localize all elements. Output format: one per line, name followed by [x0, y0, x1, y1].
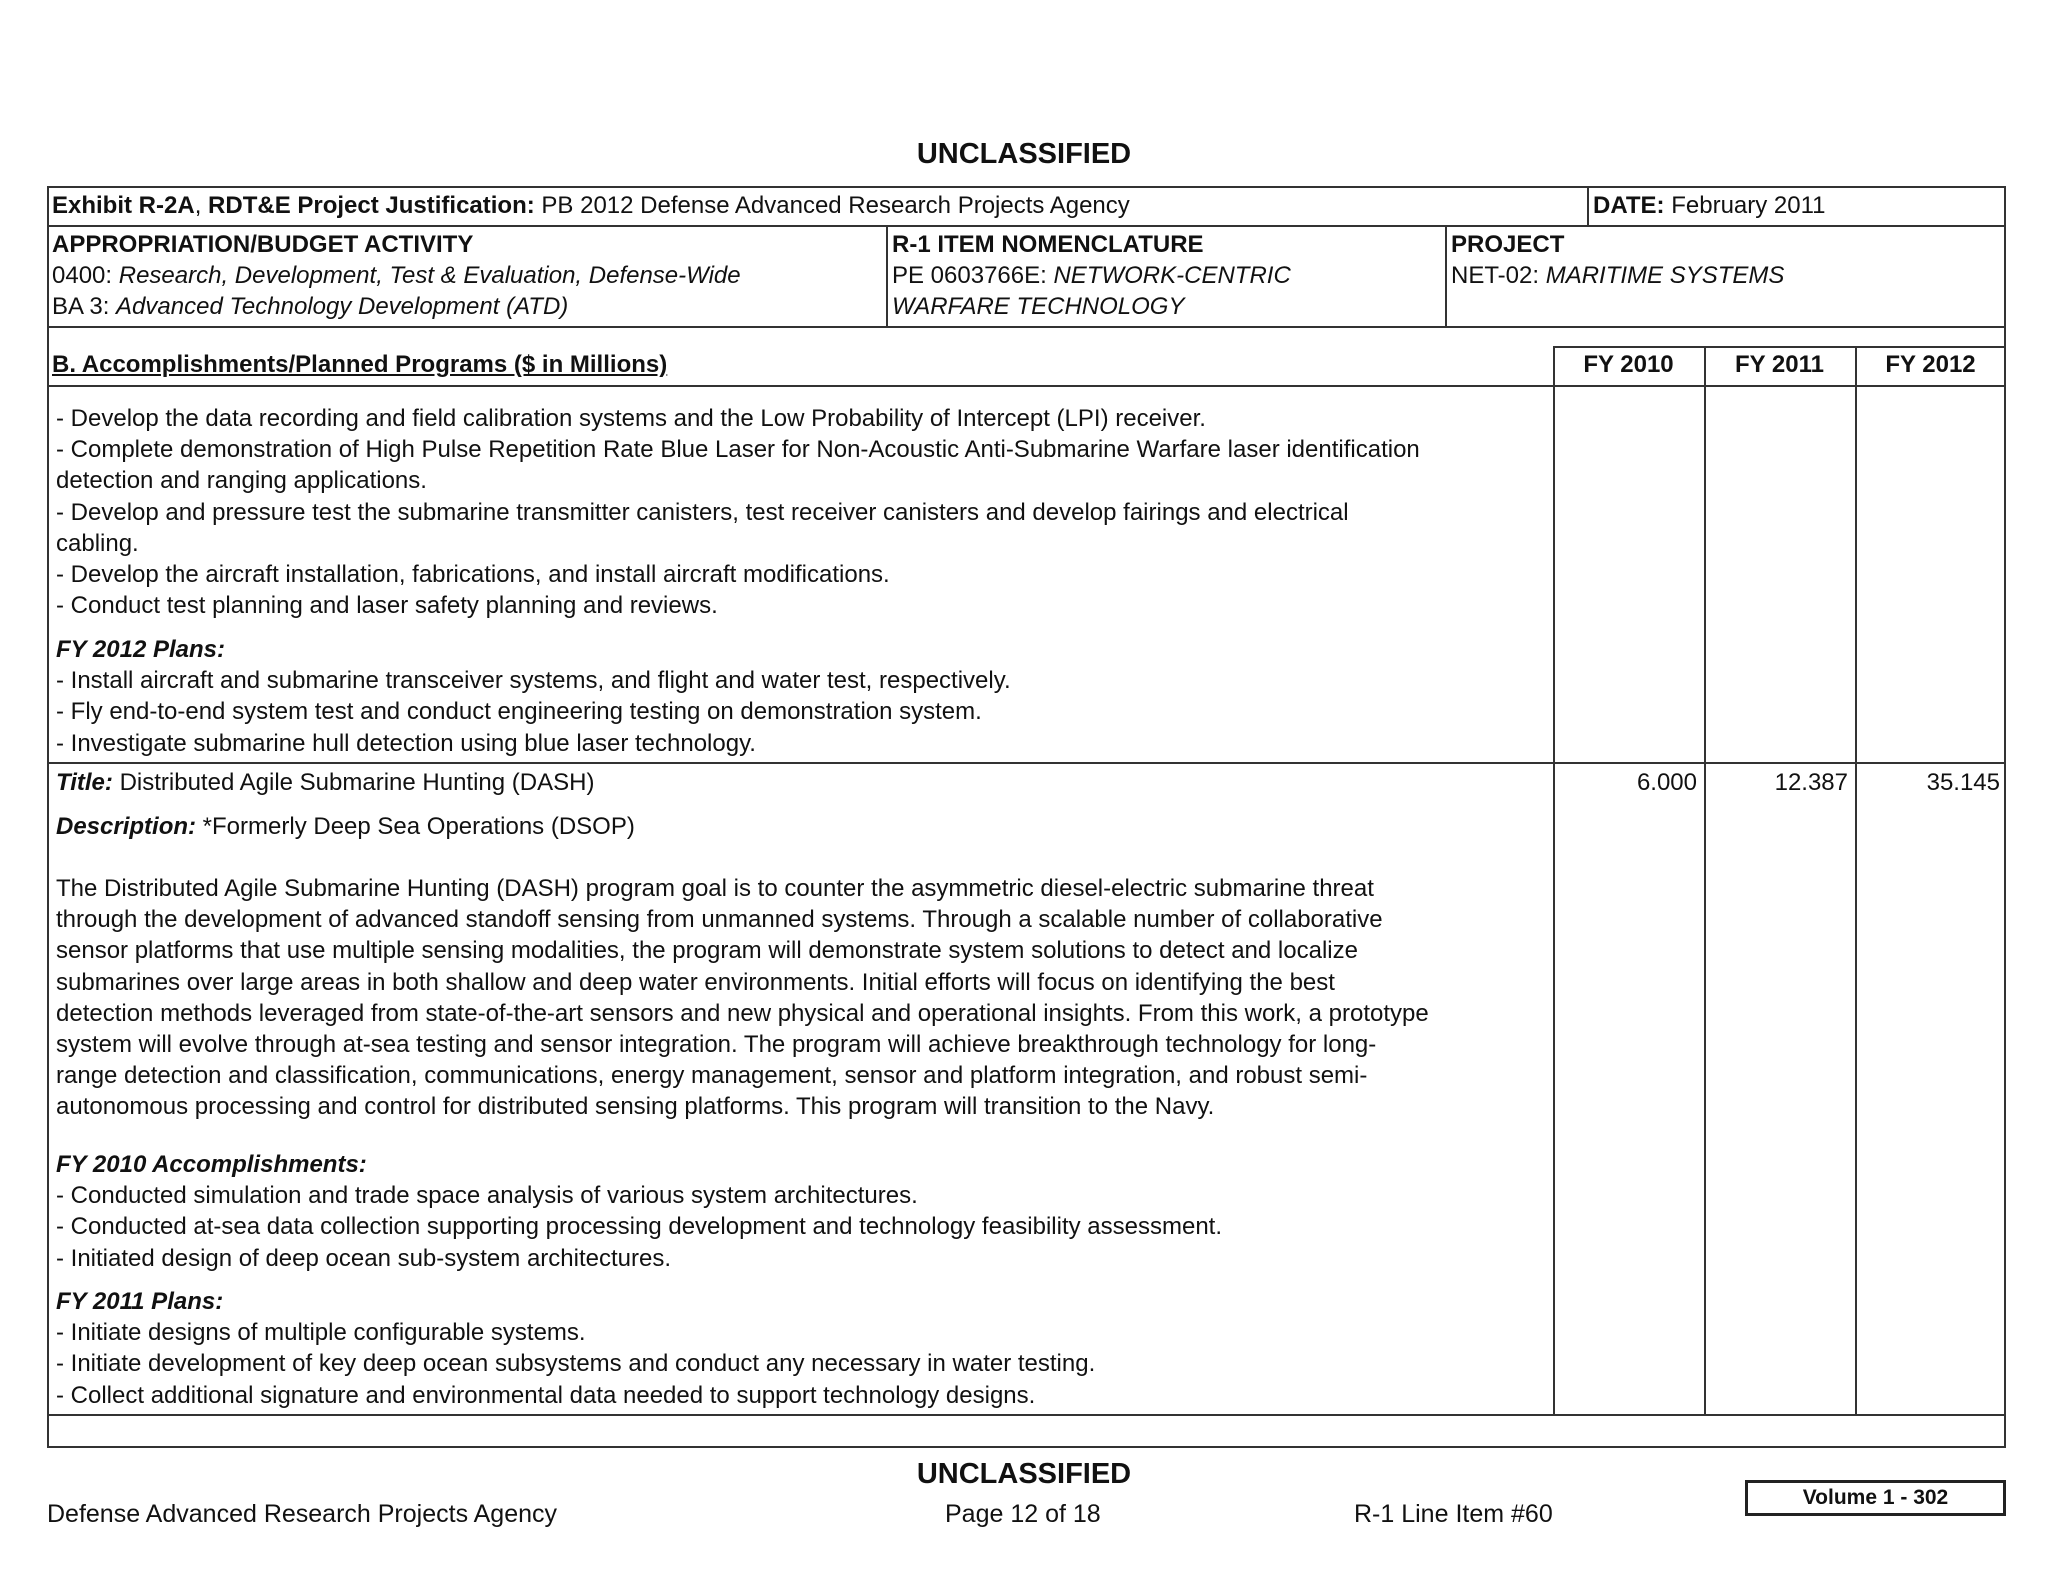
- project-code: NET-02:: [1451, 262, 1546, 289]
- bottom-divider: [47, 1414, 2006, 1416]
- justification-label: RDT&E Project Justification:: [208, 192, 535, 219]
- section-title: B. Accomplishments/Planned Programs ($ in Millions): [52, 351, 668, 378]
- accomplishment-line: - Conducted at-sea data collection supporting processing development and technology feasibility assessment.: [56, 1213, 1223, 1241]
- paragraph-line: autonomous processing and control for distributed sensing platforms. This program will transition to the Navy.: [56, 1093, 1215, 1121]
- dash-fy2012-value: 35.145: [1926, 769, 2000, 796]
- fy2010-accomplishments: [56, 1149, 1556, 1274]
- ba-code: BA 3:: [52, 293, 117, 320]
- exhibit-label: Exhibit R-2A: [52, 192, 195, 219]
- volume-box: Volume 1 - 302: [1745, 1480, 2006, 1516]
- paragraph-line: sensor platforms that use multiple sensing modalities, the program will demonstrate system solutions to detect and localize: [56, 937, 1358, 965]
- project-divider: [1445, 225, 1447, 328]
- paragraph-line: The Distributed Agile Submarine Hunting (DASH) program goal is to counter the asymmetric diesel-electric submarine threat: [56, 875, 1374, 902]
- fy2011-plans-heading: FY 2011 Plans:: [56, 1288, 224, 1315]
- plan-line: - Initiate designs of multiple configurable systems.: [56, 1319, 586, 1347]
- accomplishment-line: - Initiated design of deep ocean sub-system architectures.: [56, 1244, 671, 1272]
- project-label: PROJECT: [1451, 231, 1565, 258]
- footer-page-number: Page 12 of 18: [945, 1500, 1101, 1528]
- appropriation-name: Research, Development, Test & Evaluation, Defense-Wide: [118, 262, 741, 289]
- r1-block: [892, 229, 1291, 322]
- section-divider: [47, 385, 2006, 387]
- bullet-line: cabling.: [56, 529, 139, 557]
- fy2011-header: FY 2011: [1735, 351, 1824, 378]
- header-divider-2: [47, 326, 2006, 328]
- fy2010-header: FY 2010: [1583, 351, 1674, 378]
- bullet-line: - Develop the aircraft installation, fabrications, and install aircraft modifications.: [56, 561, 890, 589]
- dash-title-label: Title:: [56, 769, 113, 796]
- classification-banner-top: UNCLASSIFIED: [916, 138, 1132, 170]
- r1-divider: [886, 225, 888, 328]
- paragraph-line: range detection and classification, communications, energy management, sensor and platform integration, and robust semi-: [56, 1062, 1368, 1090]
- plan-line: - Install aircraft and submarine transceiver systems, and flight and water test, respectively.: [56, 667, 1011, 695]
- date-value: February 2011: [1664, 192, 1826, 219]
- dash-title: [56, 767, 594, 798]
- plan-line: - Investigate submarine hull detection using blue laser technology.: [56, 729, 756, 757]
- dash-description: [56, 811, 635, 842]
- fy2012-header: FY 2012: [1885, 351, 1976, 378]
- footer-line-item: R-1 Line Item #60: [1354, 1500, 1553, 1528]
- exhibit-title: [52, 190, 1130, 221]
- fy-header-top: [1553, 346, 2006, 348]
- paragraph-line: system will evolve through at-sea testing and sensor integration. The program will achieve breakthrough technology for long-: [56, 1031, 1377, 1059]
- col-line-2: [1704, 346, 1706, 1416]
- bullet-line: - Develop and pressure test the submarine transmitter canisters, test receiver canisters and develop fairings and electrical: [56, 498, 1349, 526]
- fy2010-accomplishments-heading: FY 2010 Accomplishments:: [56, 1151, 367, 1178]
- exhibit-sep: ,: [194, 192, 209, 219]
- appropriation-block: [52, 229, 741, 322]
- project-block: [1451, 229, 1784, 291]
- bullet-line: - Develop the data recording and field calibration systems and the Low Probability of Intercept (LPI) receiver.: [56, 405, 1206, 432]
- bullet-line: - Conduct test planning and laser safety planning and reviews.: [56, 592, 718, 620]
- r1-code: PE 0603766E:: [892, 262, 1054, 289]
- block-divider: [47, 762, 2006, 764]
- date-field: [1593, 190, 1826, 221]
- fy2012-plans-heading: FY 2012 Plans:: [56, 636, 225, 663]
- date-divider: [1587, 186, 1589, 227]
- paragraph-line: detection methods leveraged from state-of-the-art sensors and new physical and operational insights. From this work, a prototype: [56, 999, 1429, 1027]
- paragraph-line: through the development of advanced standoff sensing from unmanned systems. Through a scalable number of collaborative: [56, 906, 1383, 934]
- bullet-line: - Complete demonstration of High Pulse Repetition Rate Blue Laser for Non-Acoustic Anti-Submarine Warfare laser identification: [56, 436, 1420, 464]
- dash-description-label: Description:: [56, 813, 197, 840]
- header-divider-1: [47, 225, 2006, 227]
- fy2012-plans: [56, 634, 1556, 759]
- ba-name: Advanced Technology Development (ATD): [116, 293, 569, 320]
- classification-banner-bottom: UNCLASSIFIED: [916, 1458, 1132, 1490]
- plan-line: - Initiate development of key deep ocean subsystems and conduct any necessary in water testing.: [56, 1350, 1096, 1378]
- r1-name-line1: NETWORK-CENTRIC: [1053, 262, 1291, 289]
- plan-line: - Fly end-to-end system test and conduct engineering testing on demonstration system.: [56, 698, 982, 726]
- justification-value: PB 2012 Defense Advanced Research Projects Agency: [534, 192, 1130, 219]
- dash-fy2011-value: 12.387: [1774, 769, 1848, 796]
- project-name: MARITIME SYSTEMS: [1545, 262, 1785, 289]
- plan-line: - Collect additional signature and environmental data needed to support technology designs.: [56, 1381, 1036, 1409]
- appropriation-label: APPROPRIATION/BUDGET ACTIVITY: [52, 231, 474, 258]
- fy2011-plans: [56, 1286, 1556, 1411]
- r1-label: R-1 ITEM NOMENCLATURE: [892, 231, 1204, 258]
- footer-agency: Defense Advanced Research Projects Agency: [47, 1500, 558, 1528]
- col-line-3: [1855, 346, 1857, 1416]
- continued-bullets: [56, 403, 1556, 621]
- dash-title-value: Distributed Agile Submarine Hunting (DASH): [112, 769, 595, 796]
- paragraph-line: submarines over large areas in both shallow and deep water environments. Initial efforts will focus on identifying the best: [56, 968, 1335, 996]
- dash-description-value: *Formerly Deep Sea Operations (DSOP): [196, 813, 635, 840]
- date-label: DATE:: [1593, 192, 1665, 219]
- r1-name-line2: WARFARE TECHNOLOGY: [892, 293, 1185, 320]
- dash-fy2010-value: 6.000: [1636, 769, 1697, 796]
- accomplishment-line: - Conducted simulation and trade space analysis of various system architectures.: [56, 1182, 918, 1210]
- bullet-line: detection and ranging applications.: [56, 467, 427, 495]
- dash-paragraph: [56, 873, 1556, 1123]
- appropriation-code: 0400:: [52, 262, 119, 289]
